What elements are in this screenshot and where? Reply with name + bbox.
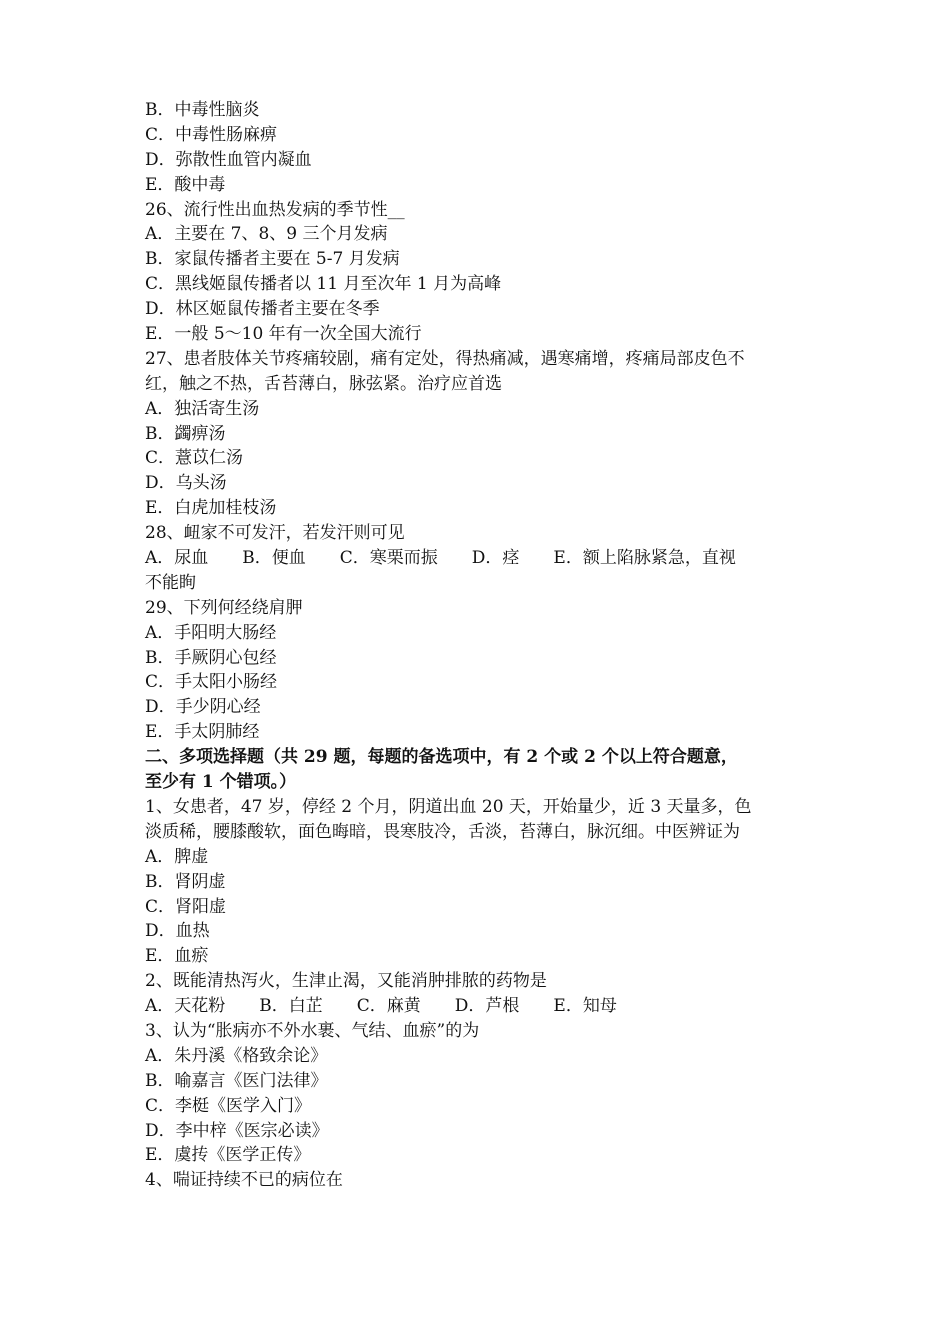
option-line: A．主要在 7、8、9 三个月发病 (145, 224, 388, 245)
question-2: 2、既能清热泻火，生津止渴，又能消肿排脓的药物是 (145, 971, 547, 992)
options-inline: A．天花粉 B．白芷 C．麻黄 D．芦根 E．知母 (145, 996, 617, 1017)
question-3: 3、认为“胀病亦不外水裹、气结、血瘀”的为 (145, 1020, 480, 1041)
option-line: C．薏苡仁汤 (145, 448, 244, 469)
option-line: D．弥散性血管内凝血 (145, 149, 312, 170)
option-line: B．喻嘉言《医门法律》 (145, 1070, 328, 1091)
option-line: A．手阳明大肠经 (145, 622, 277, 643)
question-28: 28、衄家不可发汗，若发汗则可见 (145, 523, 405, 544)
option-line: C．黑线姬鼠传播者以 11 月至次年 1 月为高峰 (145, 274, 502, 295)
option-line: D．乌头汤 (145, 473, 227, 494)
options-inline: A．尿血 B．便血 C．寒栗而振 D．痉 E．额上陷脉紧急，直视 (145, 548, 736, 569)
option-line: D．血热 (145, 921, 210, 942)
question-29: 29、下列何经绕肩胛 (145, 597, 303, 618)
option-line: B．家鼠传播者主要在 5-7 月发病 (145, 249, 400, 270)
section-heading: 二、多项选择题（共 29 题，每题的备选项中，有 2 个或 2 个以上符合题意， (145, 747, 738, 768)
option-line: E．酸中毒 (145, 174, 226, 195)
option-line: C．中毒性肠麻痹 (145, 124, 278, 145)
option-line: C．李梃《医学入门》 (145, 1095, 312, 1116)
question-27: 27、患者肢体关节疼痛较剧，痛有定处，得热痛减，遇寒痛增，疼痛局部皮色不 (145, 348, 745, 369)
option-line: E．虞抟《医学正传》 (145, 1145, 311, 1166)
option-line: D．手少阴心经 (145, 697, 261, 718)
option-line: E．手太阴肺经 (145, 722, 260, 743)
option-line: B．手厥阴心包经 (145, 647, 277, 668)
option-line: B．蠲痹汤 (145, 423, 226, 444)
section-heading-cont: 至少有 1 个错项。） (145, 772, 297, 793)
question-4: 4、喘证持续不已的病位在 (145, 1170, 343, 1191)
document-page (145, 98, 825, 1193)
option-line: A．朱丹溪《格致余论》 (145, 1045, 328, 1066)
option-line: D．林区姬鼠传播者主要在冬季 (145, 299, 380, 320)
option-line: B．肾阴虚 (145, 871, 226, 892)
option-line: E．血瘀 (145, 946, 209, 967)
question-26: 26、流行性出血热发病的季节性__ (145, 199, 405, 220)
option-line: A．独活寄生汤 (145, 398, 260, 419)
question-1: 1、女患者，47 岁，停经 2 个月，阴道出血 20 天，开始量少，近 3 天量多，色 (145, 796, 752, 817)
question-1-cont: 淡质稀，腰膝酸软，面色晦暗，畏寒肢冷，舌淡，苔薄白，脉沉细。中医辨证为 (145, 821, 740, 842)
option-line: C．手太阳小肠经 (145, 672, 278, 693)
question-27-cont: 红，触之不热，舌苔薄白，脉弦紧。治疗应首选 (145, 373, 502, 394)
option-line: D．李中梓《医宗必读》 (145, 1120, 329, 1141)
option-line: C．肾阳虚 (145, 896, 227, 917)
option-line: B．中毒性脑炎 (145, 100, 260, 120)
option-line: A．脾虚 (145, 846, 209, 867)
options-inline-cont: 不能眴 (145, 572, 196, 593)
option-line: E．一般 5～10 年有一次全国大流行 (145, 324, 422, 345)
option-line: E．白虎加桂枝汤 (145, 498, 277, 519)
